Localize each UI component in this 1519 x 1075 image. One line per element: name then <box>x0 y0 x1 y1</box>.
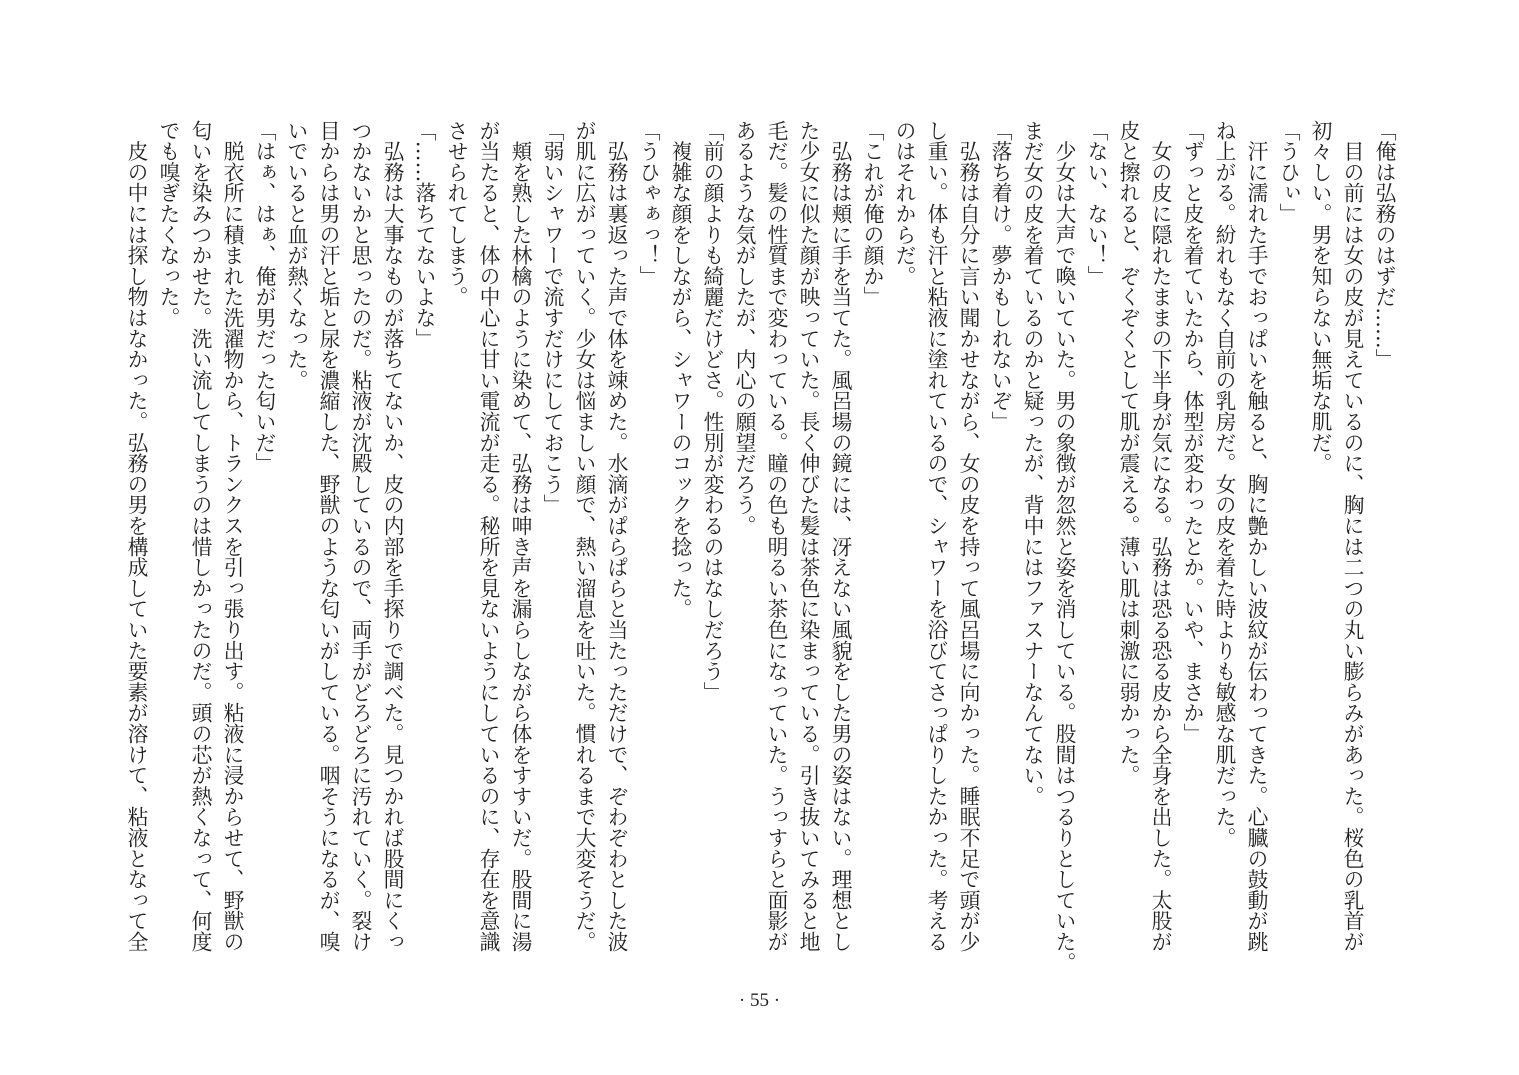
vertical-body-text <box>120 120 1400 973</box>
text-line: 「ずっと皮を着ていたから、体型が変わったとか。いや、まさか」 <box>1180 120 1204 744</box>
text-line: が当たると、体の中心に甘い電流が走る。秘所を見ないようにしているのに、存在を意識 <box>476 120 500 952</box>
text-line: 「うひぃ」 <box>1276 120 1300 224</box>
text-line: が肌に広がっていく。少女は悩ましい顔で、熱い溜息を吐いた。慣れるまで大変そうだ。 <box>572 120 596 952</box>
text-line: 「はぁ、はぁ、俺が男だった匂いだ」 <box>252 120 276 474</box>
text-line: 「……落ちてないよな」 <box>412 120 436 349</box>
text-line: 目の前には女の皮が見えているのに、胸には二つの丸い膨らみがあった。桜色の乳首が <box>1340 120 1364 952</box>
text-line: 皮の中には探し物はなかった。弘務の男を構成していた要素が溶けて、粘液となって全 <box>124 120 148 952</box>
text-line: まだ女の皮を着ているのかと疑ったが、背中にはファスナーなんてない。 <box>1020 120 1044 807</box>
text-line: 目からは男の汗と垢と尿を濃縮した、野獣のような匂いがしている。咽そうになるが、嗅 <box>316 120 340 952</box>
text-line: 脱衣所に積まれた洗濯物から、トランクスを引っ張り出す。粘液に浸からせて、野獣の <box>220 120 244 952</box>
text-line: 「これが俺の顔か」 <box>860 120 884 308</box>
text-line: 「弱いシャワーで流すだけにしておこう」 <box>540 120 564 516</box>
text-line: 匂いを染みつかせた。洗い流してしまうのは惜しかったのだ。頭の芯が熱くなって、何度 <box>188 120 212 952</box>
text-line: 皮と擦れると、ぞくぞくとして肌が震える。薄い肌は刺激に弱かった。 <box>1116 120 1140 786</box>
text-line: あるような気がしたが、内心の願望だろう。 <box>732 120 756 536</box>
text-line: た少女に似た顔が映っていた。長く伸びた髪は茶色に染まっている。引き抜いてみると地 <box>796 120 820 952</box>
text-line: 初々しい。男を知らない無垢な肌だ。 <box>1308 120 1332 474</box>
text-line: 弘務は裏返った声で体を竦めた。水滴がぱらぱらと当たっただけで、ぞわぞわとした波 <box>604 120 628 952</box>
page-number: · 55 · <box>738 990 781 1011</box>
text-line: 頬を熟した林檎のように染めて、弘務は呻き声を漏らしながら体をすすいだ。股間に湯 <box>508 120 532 952</box>
text-line: させられてしまう。 <box>444 120 468 308</box>
text-line: 毛だ。髪の性質まで変わっている。瞳の色も明るい茶色になっていた。うっすらと面影が <box>764 120 788 952</box>
text-line: 弘務は頬に手を当てた。風呂場の鏡には、冴えない風貌をした男の姿はない。理想とし <box>828 120 852 952</box>
text-line: 「落ち着け。夢かもしれないぞ」 <box>988 120 1012 432</box>
text-line: 「ない、ない！」 <box>1084 120 1108 287</box>
text-line: 「前の顔よりも綺麗だけどさ。性別が変わるのはなしだろう」 <box>700 120 724 703</box>
text-line: 女の皮に隠れたままの下半身が気になる。弘務は恐る恐る皮から全身を出した。太股が <box>1148 120 1172 952</box>
text-line: いでいると血が熱くなった。 <box>284 120 308 391</box>
text-line: 弘務は自分に言い聞かせながら、女の皮を持って風呂場に向かった。睡眠不足で頭が少 <box>956 120 980 952</box>
text-line: ね上がる。紛れもなく自前の乳房だ。女の皮を着た時よりも敏感な肌だった。 <box>1212 120 1236 848</box>
text-line: 少女は大声で喚いていた。男の象徴が忽然と姿を消している。股間はつるりとしていた。 <box>1052 120 1076 973</box>
text-line: し重い。体も汗と粘液に塗れているので、シャワーを浴びてさっぱりしたかった。考える <box>924 120 948 952</box>
text-line: 複雑な顔をしながら、シャワーのコックを捻った。 <box>668 120 692 620</box>
text-line: でも嗅ぎたくなった。 <box>156 120 180 328</box>
text-line: のはそれからだ。 <box>892 120 916 287</box>
text-line: 弘務は大事なものが落ちてないか、皮の内部を手探りで調べた。見つかれば股間にくっ <box>380 120 404 952</box>
text-line: つかないかと思ったのだ。粘液が沈殿しているので、両手がどろどろに汚れていく。裂け <box>348 120 372 952</box>
text-line: 汗に濡れた手でおっぱいを触ると、胸に艶かしい波紋が伝わってきた。心臓の鼓動が跳 <box>1244 120 1268 952</box>
text-line: 「うひゃぁっ！」 <box>636 120 660 287</box>
text-line: 「俺は弘務のはずだ……」 <box>1372 120 1396 370</box>
